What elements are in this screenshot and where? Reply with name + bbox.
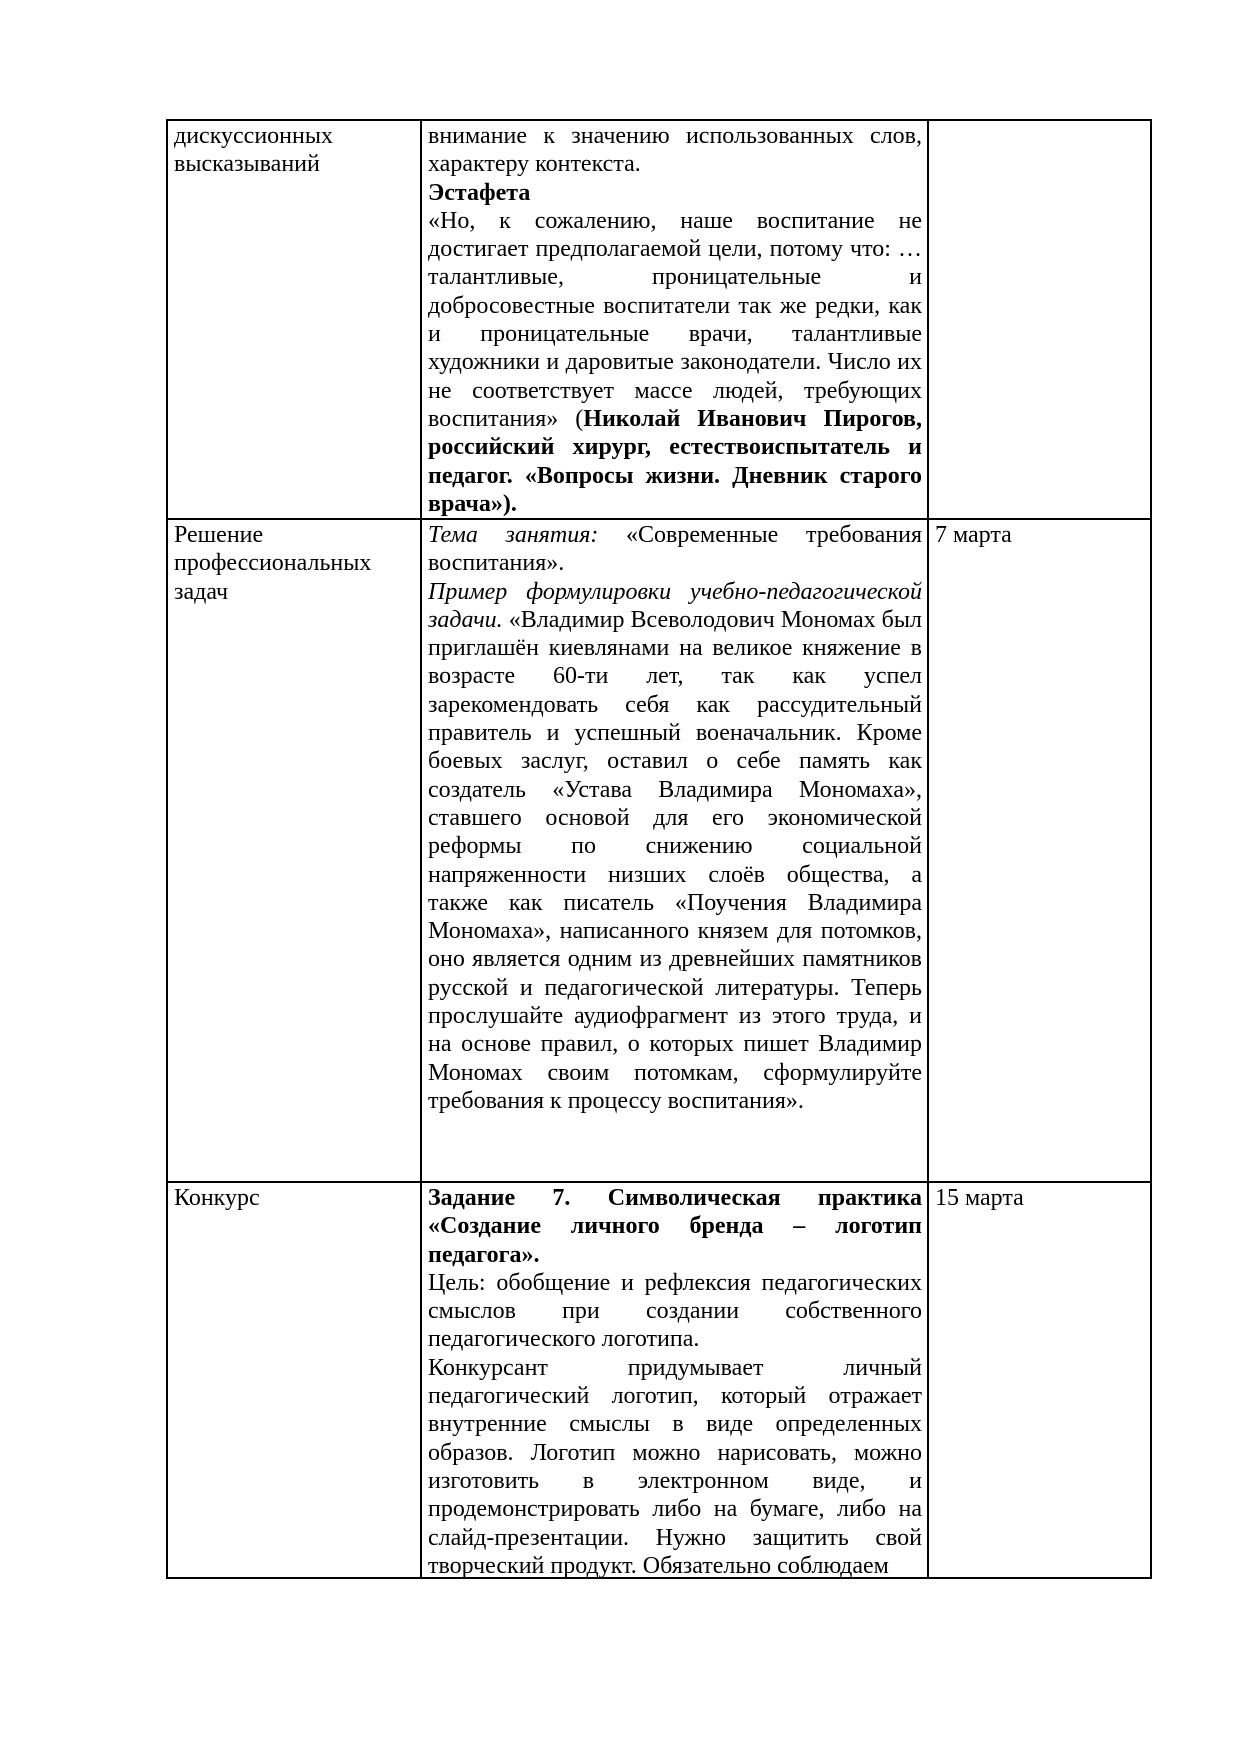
text-run: Цель: обобщение и рефлексия педагогических смыслов при создании собственного педагогического логотипа. xyxy=(428,1269,922,1353)
content-cell xyxy=(421,120,928,519)
text-run: «Владимир Всеволодович Мономах был приглашён киевлянами на великое княжение в возрасте 60-ти лет, так как успел зарекомендовать себя как рассудительный правитель и успешный военачальник. Кроме боевых заслуг, оставил о себе память как создатель «Устава Владимира Мономаха», ставшего основой для его экономической реформы по снижению социальной напряженности низших слоёв общества, а также как писатель «Поучения Владимира Мономаха», написанного князем для потомков, оно является одним из древнейших памятников русской и педагогической литературы. Теперь прослушайте аудиофрагмент из этого труда, и на основе правил, о которых пишет Владимир Мономах своим потомкам, сформулируйте требования к процессу воспитания». xyxy=(428,606,922,1114)
activity-text: Конкурс xyxy=(174,1185,260,1211)
paragraph xyxy=(428,207,922,518)
content-cell xyxy=(421,519,928,1182)
text-run: Задание 7. Символическая практика «Создание личного бренда – логотип педагога». xyxy=(428,1185,922,1268)
date-text: 15 марта xyxy=(935,1185,1024,1211)
date-cell xyxy=(928,120,1151,519)
paragraph xyxy=(428,578,922,1116)
text-run: Тема занятия: xyxy=(428,522,599,548)
text-run: «Но, к сожалению, наше воспитание не достигает предполагаемой цели, потому что: …талантливые, проницательные и добросовестные воспитатели так же редки, как и проницательные врачи, талантливые художники и даровитые законодатели. Число их не соответствует массе людей, требующих воспитания» ( xyxy=(428,207,922,432)
text-run: Пример формулировки учебно-педагогической задачи. xyxy=(428,578,922,633)
activity-cell xyxy=(167,519,421,1182)
date-cell xyxy=(928,519,1151,1182)
text-run: внимание к значению использованных слов, характеру контекста. xyxy=(428,123,922,178)
text-run: Эстафета xyxy=(428,179,531,206)
table-row xyxy=(167,1182,1151,1578)
paragraph xyxy=(428,1269,922,1354)
schedule-table xyxy=(166,119,1152,1579)
activity-text: дискуссионных высказываний xyxy=(174,123,333,178)
content-text xyxy=(428,122,922,518)
text-run: Конкурсант придумывает личный педагогический логотип, который отражает внутренние смыслы в виде определенных образов. Логотип можно нарисовать, можно изготовить в электронном виде, и продемонстрировать либо на бумаге, либо на слайд-презентации. Нужно защитить свой творческий продукт. Обязательно соблюдаем xyxy=(428,1354,922,1577)
text-run: «Современные требования воспитания». xyxy=(428,522,922,577)
paragraph xyxy=(428,122,922,179)
content-cell xyxy=(421,1182,928,1578)
paragraph xyxy=(428,521,922,578)
activity-cell xyxy=(167,1182,421,1578)
paragraph xyxy=(428,1354,922,1577)
schedule-table-body xyxy=(167,120,1151,1578)
date-text: 7 марта xyxy=(935,522,1012,548)
table-row xyxy=(167,519,1151,1182)
table-row xyxy=(167,120,1151,519)
activity-text: Решение профессиональных задач xyxy=(174,522,372,605)
date-text xyxy=(935,122,1145,518)
activity-cell xyxy=(167,120,421,519)
content-text xyxy=(428,1184,922,1577)
date-cell xyxy=(928,1182,1151,1578)
text-run: Николай Иванович Пирогов, российский хирург, естествоиспытатель и педагог. «Вопросы жизни. Дневник старого врача»). xyxy=(428,405,922,517)
content-text xyxy=(428,521,922,1181)
paragraph xyxy=(428,1184,922,1269)
paragraph xyxy=(428,179,922,207)
